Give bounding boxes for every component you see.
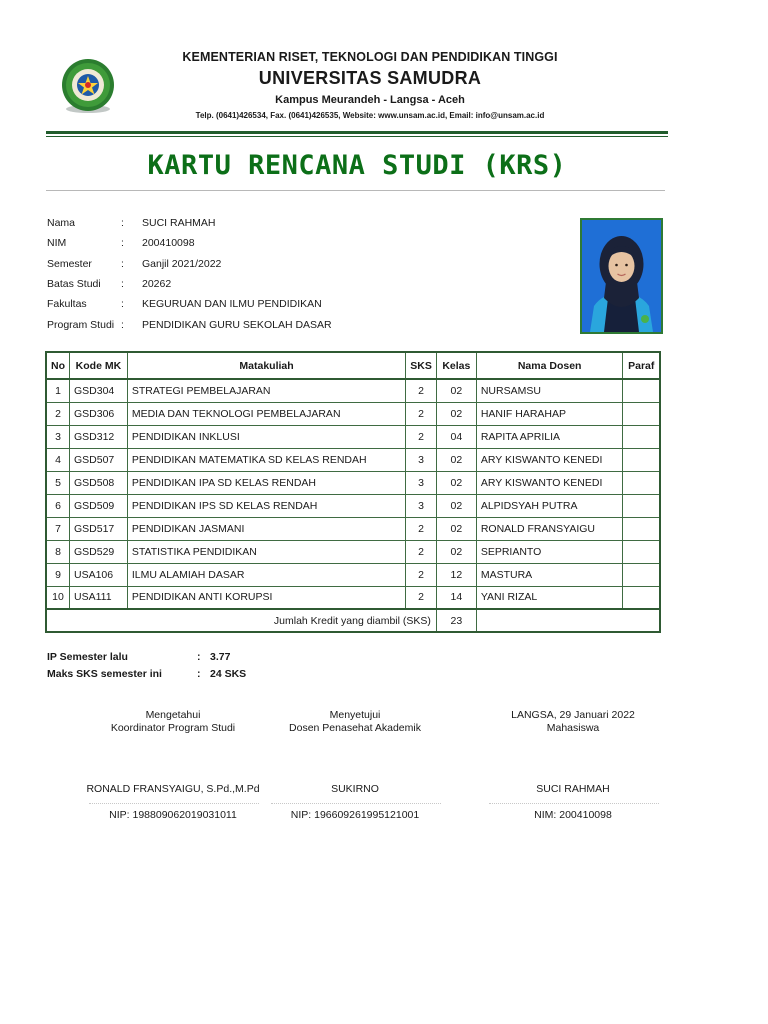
cell-matakuliah: PENDIDIKAN IPA SD KELAS RENDAH: [127, 471, 405, 494]
signature-role-line2: Koordinator Program Studi: [110, 721, 236, 734]
signature-id: NIP: 196609261995121001: [290, 809, 420, 821]
cell-sks: 2: [406, 425, 437, 448]
cell-kode: GSD507: [70, 448, 128, 471]
cell-kode: USA106: [70, 563, 128, 586]
cell-kelas: 02: [436, 494, 476, 517]
cell-kelas: 02: [436, 540, 476, 563]
table-row: [46, 379, 660, 402]
cell-sks: 2: [406, 402, 437, 425]
info-row-batas-studi: [47, 274, 502, 294]
info-colon: :: [121, 217, 124, 230]
signature-role-line1: Menyetujui: [329, 709, 381, 721]
cell-kelas: 02: [436, 517, 476, 540]
maks-sks-row: [47, 665, 246, 682]
info-row-nim: [47, 233, 502, 253]
table-row: [46, 540, 660, 563]
title-divider: [46, 190, 665, 191]
cell-paraf: [623, 379, 660, 402]
signature-id: NIM: 200410098: [534, 809, 612, 821]
cell-kelas: 02: [436, 448, 476, 471]
cell-paraf: [623, 425, 660, 448]
cell-sks: 3: [406, 448, 437, 471]
info-label: Batas Studi: [47, 278, 101, 291]
cell-matakuliah: PENDIDIKAN IPS SD KELAS RENDAH: [127, 494, 405, 517]
header-kelas: Kelas: [436, 352, 476, 379]
cell-no: 2: [46, 402, 70, 425]
table-row: [46, 448, 660, 471]
cell-kode: USA111: [70, 586, 128, 609]
info-row-fakultas: [47, 294, 502, 314]
cell-kelas: 14: [436, 586, 476, 609]
cell-kode: GSD304: [70, 379, 128, 402]
cell-sks: 3: [406, 471, 437, 494]
sum-colon: :: [197, 667, 201, 680]
cell-dosen: ARY KISWANTO KENEDI: [476, 471, 623, 494]
signature-name: SUCI RAHMAH: [536, 783, 610, 795]
ip-value: 3.77: [210, 650, 231, 663]
signature-student: [473, 709, 673, 821]
ministry-name: KEMENTERIAN RISET, TEKNOLOGI DAN PENDIDIKAN TINGGI: [182, 50, 558, 64]
cell-dosen: HANIF HARAHAP: [476, 402, 623, 425]
signature-advisor: [255, 709, 455, 821]
cell-dosen: SEPRIANTO: [476, 540, 623, 563]
university-logo-icon: [58, 57, 118, 117]
header-divider: [46, 131, 668, 134]
signature-role-line1: LANGSA, 29 Januari 2022: [511, 709, 635, 721]
cell-dosen: MASTURA: [476, 563, 623, 586]
cell-no: 7: [46, 517, 70, 540]
maks-value: 24 SKS: [210, 667, 247, 680]
cell-matakuliah: ILMU ALAMIAH DASAR: [127, 563, 405, 586]
header-nama-dosen: Nama Dosen: [476, 352, 623, 379]
cell-matakuliah: PENDIDIKAN INKLUSI: [127, 425, 405, 448]
header-sks: SKS: [406, 352, 437, 379]
info-colon: :: [121, 318, 124, 331]
document-title: KARTU RENCANA STUDI (KRS): [147, 150, 567, 181]
signature-role-line2: Dosen Penasehat Akademik: [289, 721, 421, 734]
info-colon: :: [121, 298, 124, 311]
cell-kode: GSD306: [70, 402, 128, 425]
cell-no: 1: [46, 379, 70, 402]
info-row-semester: [47, 254, 502, 274]
cell-sks: 2: [406, 517, 437, 540]
cell-paraf: [623, 517, 660, 540]
cell-kode: GSD508: [70, 471, 128, 494]
info-colon: :: [121, 278, 124, 291]
cell-matakuliah: STRATEGI PEMBELAJARAN: [127, 379, 405, 402]
cell-paraf: [623, 563, 660, 586]
table-row: [46, 402, 660, 425]
cell-matakuliah: PENDIDIKAN ANTI KORUPSI: [127, 586, 405, 609]
info-colon: :: [121, 237, 124, 250]
table-row: [46, 517, 660, 540]
cell-kelas: 02: [436, 471, 476, 494]
signature-name: RONALD FRANSYAIGU, S.Pd.,M.Pd: [86, 783, 260, 795]
academic-summary: [47, 648, 246, 682]
cell-paraf: [623, 494, 660, 517]
cell-no: 10: [46, 586, 70, 609]
cell-dosen: ARY KISWANTO KENEDI: [476, 448, 623, 471]
cell-kelas: 02: [436, 379, 476, 402]
cell-dosen: NURSAMSU: [476, 379, 623, 402]
total-sks: 23: [436, 609, 476, 632]
signature-line: [489, 803, 659, 804]
cell-kelas: 12: [436, 563, 476, 586]
signature-role-line2: Mahasiswa: [546, 721, 600, 734]
info-value: KEGURUAN DAN ILMU PENDIDIKAN: [142, 298, 322, 311]
info-row-program-studi: [47, 314, 502, 334]
sum-colon: :: [197, 650, 201, 663]
table-row: [46, 471, 660, 494]
cell-sks: 2: [406, 563, 437, 586]
signature-name: SUKIRNO: [331, 783, 379, 795]
campus-address: Kampus Meurandeh - Langsa - Aceh: [275, 94, 465, 106]
info-label: Fakultas: [47, 298, 87, 311]
cell-kelas: 02: [436, 402, 476, 425]
cell-dosen: RONALD FRANSYAIGU: [476, 517, 623, 540]
info-label: NIM: [47, 237, 67, 250]
cell-no: 8: [46, 540, 70, 563]
cell-dosen: RAPITA APRILIA: [476, 425, 623, 448]
cell-sks: 2: [406, 586, 437, 609]
cell-kode: GSD517: [70, 517, 128, 540]
info-value: Ganjil 2021/2022: [142, 257, 222, 270]
signature-coordinator: [73, 709, 273, 821]
info-label: Program Studi: [47, 318, 115, 331]
cell-sks: 2: [406, 379, 437, 402]
total-row: [46, 609, 660, 632]
student-info: [47, 213, 502, 335]
cell-dosen: ALPIDSYAH PUTRA: [476, 494, 623, 517]
student-photo: [580, 218, 663, 334]
header-no: No: [46, 352, 70, 379]
cell-matakuliah: PENDIDIKAN MATEMATIKA SD KELAS RENDAH: [127, 448, 405, 471]
header-matakuliah: Matakuliah: [127, 352, 405, 379]
cell-paraf: [623, 540, 660, 563]
university-name: UNIVERSITAS SAMUDRA: [258, 68, 482, 88]
info-row-nama: [47, 213, 502, 233]
cell-no: 9: [46, 563, 70, 586]
cell-kelas: 04: [436, 425, 476, 448]
letterhead: [140, 50, 600, 120]
total-label: Jumlah Kredit yang diambil (SKS): [46, 609, 436, 632]
cell-no: 4: [46, 448, 70, 471]
total-empty-cell: [476, 609, 660, 632]
table-row: [46, 563, 660, 586]
cell-sks: 3: [406, 494, 437, 517]
contact-info: Telp. (0641)426534, Fax. (0641)426535, Website: www.unsam.ac.id, Email: info@unsam.ac.id: [195, 111, 545, 120]
cell-matakuliah: PENDIDIKAN JASMANI: [127, 517, 405, 540]
cell-kode: GSD312: [70, 425, 128, 448]
cell-paraf: [623, 402, 660, 425]
header-paraf: Paraf: [623, 352, 660, 379]
cell-matakuliah: MEDIA DAN TEKNOLOGI PEMBELAJARAN: [127, 402, 405, 425]
signature-line: [271, 803, 441, 804]
info-label: Semester: [47, 257, 92, 270]
cell-paraf: [623, 448, 660, 471]
cell-no: 5: [46, 471, 70, 494]
info-value: 20262: [142, 278, 172, 291]
cell-paraf: [623, 586, 660, 609]
ip-label: IP Semester lalu: [47, 650, 128, 663]
cell-paraf: [623, 471, 660, 494]
info-value: PENDIDIKAN GURU SEKOLAH DASAR: [142, 318, 332, 331]
table-header-row: [46, 352, 660, 379]
header-divider-thin: [46, 136, 668, 137]
course-table: [45, 351, 661, 633]
cell-no: 6: [46, 494, 70, 517]
signature-role-line1: Mengetahui: [145, 709, 201, 721]
table-row: [46, 425, 660, 448]
table-row: [46, 494, 660, 517]
cell-kode: GSD529: [70, 540, 128, 563]
info-value: SUCI RAHMAH: [142, 217, 216, 230]
maks-label: Maks SKS semester ini: [47, 667, 162, 680]
signature-id: NIP: 198809062019031011: [109, 809, 237, 821]
cell-matakuliah: STATISTIKA PENDIDIKAN: [127, 540, 405, 563]
header-kode-mk: Kode MK: [70, 352, 128, 379]
cell-kode: GSD509: [70, 494, 128, 517]
info-value: 200410098: [142, 237, 195, 250]
table-row: [46, 586, 660, 609]
signature-line: [89, 803, 259, 804]
cell-sks: 2: [406, 540, 437, 563]
cell-dosen: YANI RIZAL: [476, 586, 623, 609]
ip-semester-row: [47, 648, 246, 665]
info-colon: :: [121, 257, 124, 270]
cell-no: 3: [46, 425, 70, 448]
info-label: Nama: [47, 217, 76, 230]
